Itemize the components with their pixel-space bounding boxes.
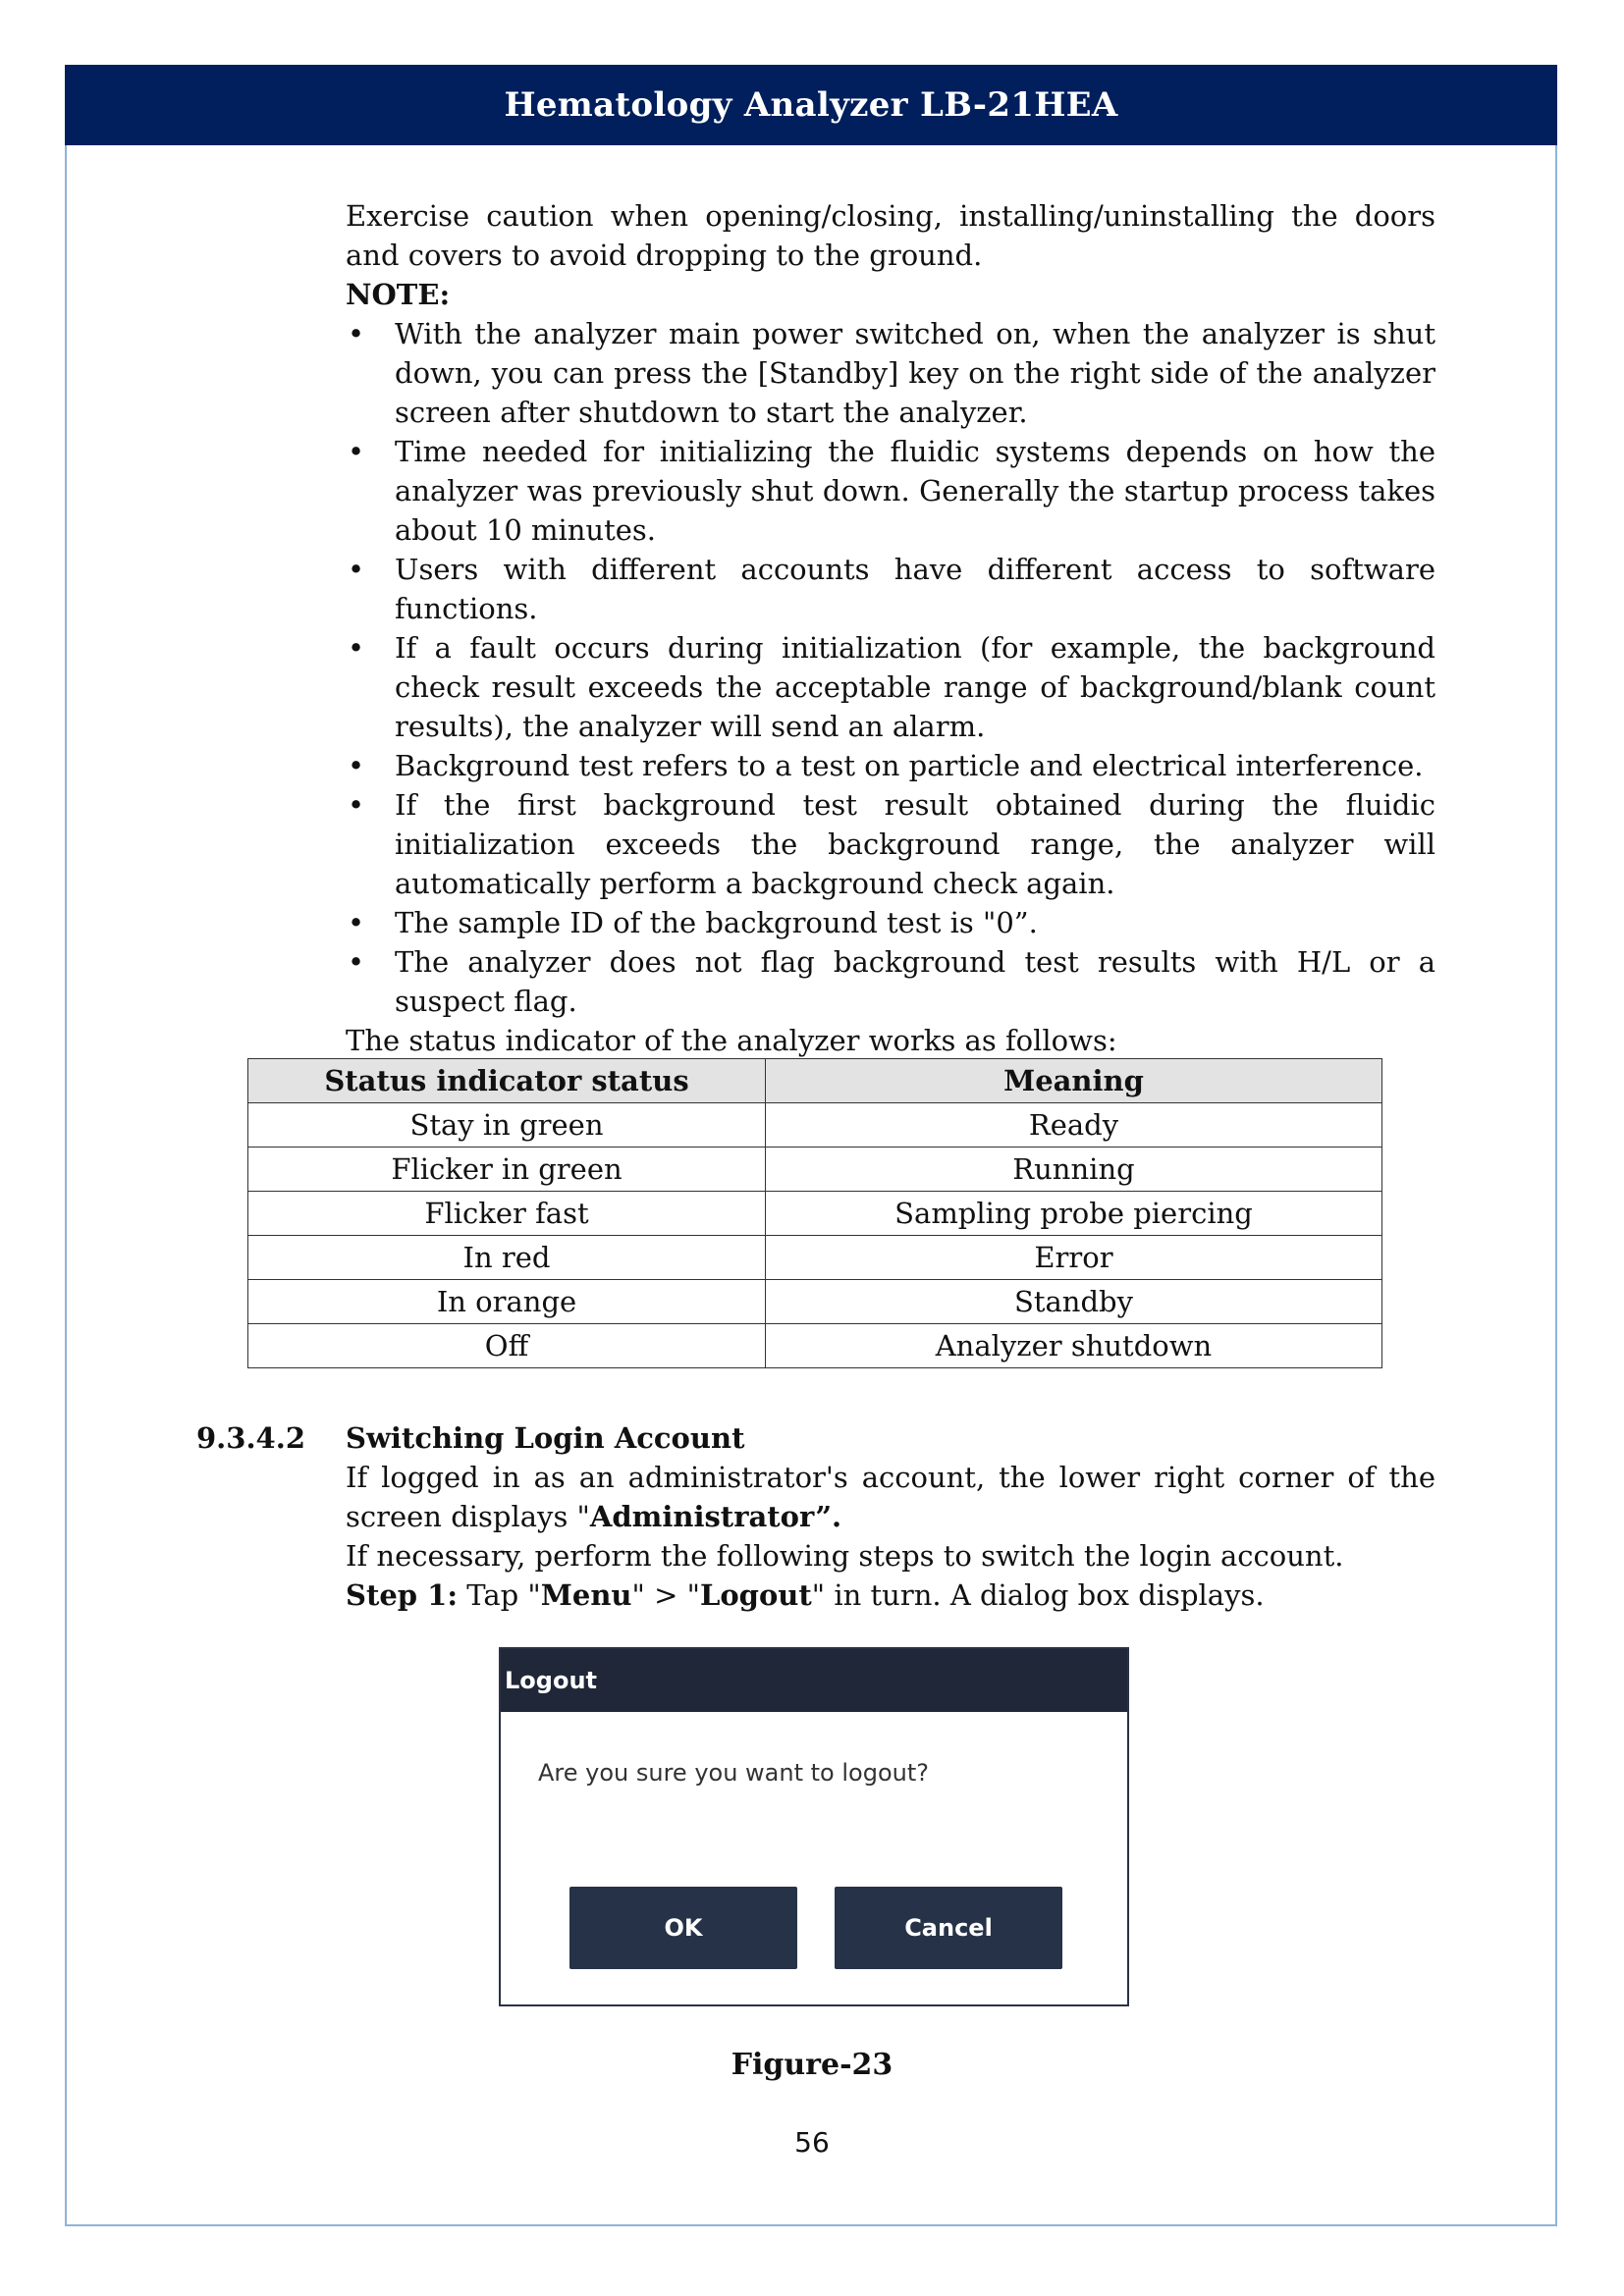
menu-label: Menu	[540, 1578, 632, 1612]
section-switching-login	[346, 1418, 1435, 1615]
meaning-cell: Standby	[766, 1280, 1382, 1324]
status-cell: Off	[248, 1324, 766, 1368]
dialog-message: Are you sure you want to logout?	[538, 1759, 929, 1787]
header-title: Hematology Analyzer LB-21HEA	[504, 85, 1118, 125]
list-item-text: If a fault occurs during initialization (for example, the background check result exceeds the acceptable range of background/blank count results), the analyzer will send an alarm.	[395, 631, 1435, 743]
logout-dialog	[499, 1647, 1129, 2006]
list-item	[346, 785, 1435, 903]
bullet-icon: •	[348, 749, 365, 782]
meaning-cell: Analyzer shutdown	[766, 1324, 1382, 1368]
bullet-icon: •	[348, 317, 365, 350]
step-text: " > "	[631, 1578, 700, 1612]
table-header-row	[248, 1059, 1382, 1103]
list-item-text: Background test refers to a test on particle and electrical interference.	[395, 749, 1424, 782]
list-item-text: Users with different accounts have different access to software functions.	[395, 553, 1435, 625]
meaning-cell: Sampling probe piercing	[766, 1192, 1382, 1236]
main-content	[346, 196, 1435, 1060]
dialog-title: Logout	[501, 1649, 1127, 1712]
paragraph-text: If logged in as an administrator's account, the lower right corner of the screen displays "	[346, 1461, 1435, 1533]
list-item	[346, 746, 1435, 785]
meaning-cell: Ready	[766, 1103, 1382, 1148]
list-item-text: The analyzer does not flag background test results with H/L or a suspect flag.	[395, 945, 1435, 1018]
list-item-text: With the analyzer main power switched on, when the analyzer is shut down, you can press the [Standby] key on the right side of the analyzer screen after shutdown to start the analyzer.	[395, 317, 1435, 429]
column-header-meaning: Meaning	[766, 1059, 1382, 1103]
bullet-icon: •	[348, 906, 365, 939]
intro-paragraph: Exercise caution when opening/closing, installing/uninstalling the doors and covers to avoid dropping to the ground.	[346, 199, 1435, 272]
section-number: 9.3.4.2	[196, 1421, 306, 1455]
status-cell: Flicker in green	[248, 1148, 766, 1192]
table-row	[248, 1280, 1382, 1324]
section-paragraph-1	[346, 1458, 1435, 1536]
bullet-icon: •	[348, 435, 365, 468]
column-header-status: Status indicator status	[248, 1059, 766, 1103]
bullet-icon: •	[348, 631, 365, 665]
status-cell: In orange	[248, 1280, 766, 1324]
table-row	[248, 1324, 1382, 1368]
step-label: Step 1:	[346, 1578, 459, 1612]
list-item	[346, 903, 1435, 942]
bullet-icon: •	[348, 553, 365, 586]
meaning-cell: Running	[766, 1148, 1382, 1192]
status-cell: In red	[248, 1236, 766, 1280]
logout-label: Logout	[699, 1578, 812, 1612]
step-1	[346, 1575, 1435, 1615]
figure-caption: Figure-23	[731, 2048, 893, 2082]
page-number: 56	[794, 2126, 830, 2159]
administrator-label: Administrator”.	[589, 1500, 842, 1533]
status-cell: Flicker fast	[248, 1192, 766, 1236]
status-table	[247, 1058, 1382, 1368]
meaning-cell: Error	[766, 1236, 1382, 1280]
list-item-text: Time needed for initializing the fluidic systems depends on how the analyzer was previously shut down. Generally the startup process takes about 10 minutes.	[395, 435, 1435, 547]
notes-list	[346, 314, 1435, 1021]
note-label: NOTE:	[346, 278, 451, 311]
bullet-icon: •	[348, 788, 365, 822]
table-row	[248, 1192, 1382, 1236]
step-text: Tap "	[458, 1578, 541, 1612]
bullet-icon: •	[348, 945, 365, 979]
section-title: Switching Login Account	[346, 1421, 745, 1455]
page-header	[65, 65, 1557, 145]
status-intro: The status indicator of the analyzer works as follows:	[346, 1024, 1117, 1057]
list-item	[346, 942, 1435, 1021]
status-cell: Stay in green	[248, 1103, 766, 1148]
step-text: " in turn. A dialog box displays.	[811, 1578, 1265, 1612]
cancel-button[interactable]: Cancel	[835, 1887, 1062, 1969]
list-item-text: If the first background test result obtained during the fluidic initialization exceeds the background range, the analyzer will automatically perform a background check again.	[395, 788, 1435, 900]
ok-button[interactable]: OK	[569, 1887, 797, 1969]
list-item	[346, 432, 1435, 550]
table-row	[248, 1103, 1382, 1148]
list-item	[346, 550, 1435, 628]
table-row	[248, 1148, 1382, 1192]
list-item	[346, 314, 1435, 432]
table-row	[248, 1236, 1382, 1280]
section-paragraph-2: If necessary, perform the following steps to switch the login account.	[346, 1539, 1344, 1573]
list-item-text: The sample ID of the background test is "0”.	[395, 906, 1038, 939]
list-item	[346, 628, 1435, 746]
